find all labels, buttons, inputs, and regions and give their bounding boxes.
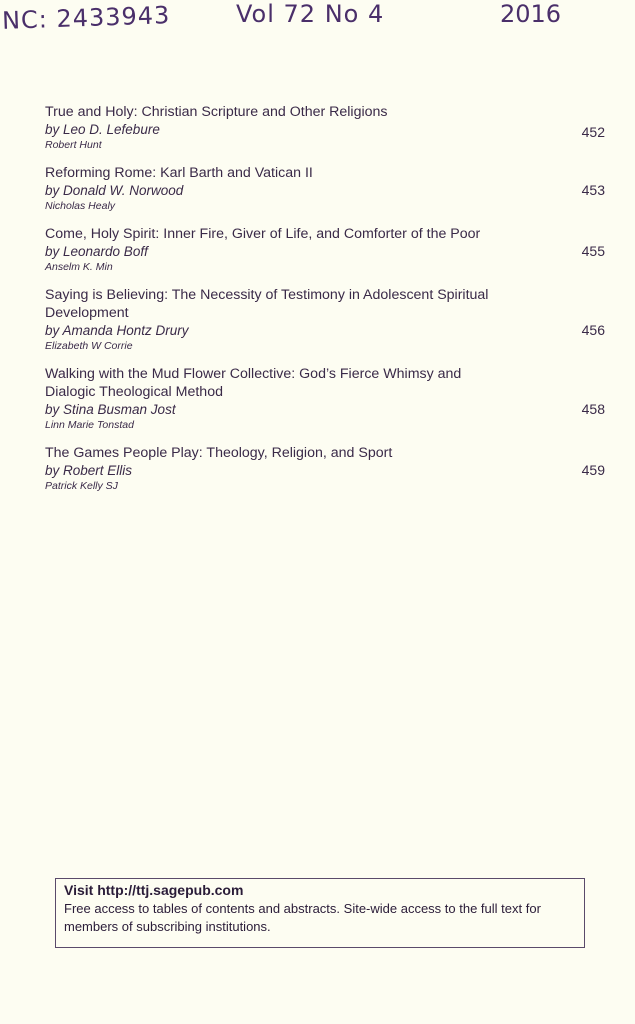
review-author: by Amanda Hontz Drury <box>45 323 189 338</box>
page-number: 453 <box>581 182 605 198</box>
reviewer-name: Patrick Kelly SJ <box>45 480 118 492</box>
page-number: 455 <box>581 243 605 259</box>
page-number: 452 <box>581 124 605 140</box>
review-author: by Stina Busman Jost <box>45 402 176 417</box>
review-entry <box>45 103 605 152</box>
handwritten-volume: Vol 72 No 4 <box>236 0 385 28</box>
review-title: True and Holy: Christian Scripture and Other Religions <box>45 104 388 120</box>
reviewer-name: Linn Marie Tonstad <box>45 419 134 431</box>
book-reviews-list <box>45 103 605 505</box>
review-title: Saying is Believing: The Necessity of Testimony in Adolescent Spiritual Development <box>45 287 489 321</box>
website-info-box <box>55 878 585 948</box>
review-title: Reforming Rome: Karl Barth and Vatican II <box>45 165 313 181</box>
reviewer-name: Robert Hunt <box>45 139 102 151</box>
review-author: by Donald W. Norwood <box>45 183 184 198</box>
reviewer-name: Elizabeth W Corrie <box>45 340 133 352</box>
reviewer-name: Anselm K. Min <box>45 261 113 273</box>
review-author: by Leonardo Boff <box>45 244 148 259</box>
page-number: 458 <box>581 401 605 417</box>
review-entry <box>45 365 605 432</box>
handwritten-year: 2016 <box>500 0 562 28</box>
page-number: 456 <box>581 322 605 338</box>
review-entry <box>45 225 605 274</box>
review-author: by Leo D. Lefebure <box>45 122 160 137</box>
handwritten-ref-number: NC: 2433943 <box>1 1 171 35</box>
review-entry <box>45 444 605 493</box>
reviewer-name: Nicholas Healy <box>45 200 116 212</box>
access-description: Free access to tables of contents and abstracts. Site-wide access to the full text for members of subscribing institutions. <box>64 901 541 934</box>
website-link[interactable]: Visit http://ttj.sagepub.com <box>64 882 244 898</box>
handwritten-annotations <box>0 0 635 40</box>
review-author: by Robert Ellis <box>45 463 133 478</box>
page-number: 459 <box>581 462 605 478</box>
review-title: Walking with the Mud Flower Collective: God’s Fierce Whimsy and Dialogic Theological Method <box>45 366 462 400</box>
review-entry <box>45 286 605 353</box>
review-title: Come, Holy Spirit: Inner Fire, Giver of Life, and Comforter of the Poor <box>45 226 481 242</box>
review-entry <box>45 164 605 213</box>
review-title: The Games People Play: Theology, Religion, and Sport <box>45 445 393 461</box>
